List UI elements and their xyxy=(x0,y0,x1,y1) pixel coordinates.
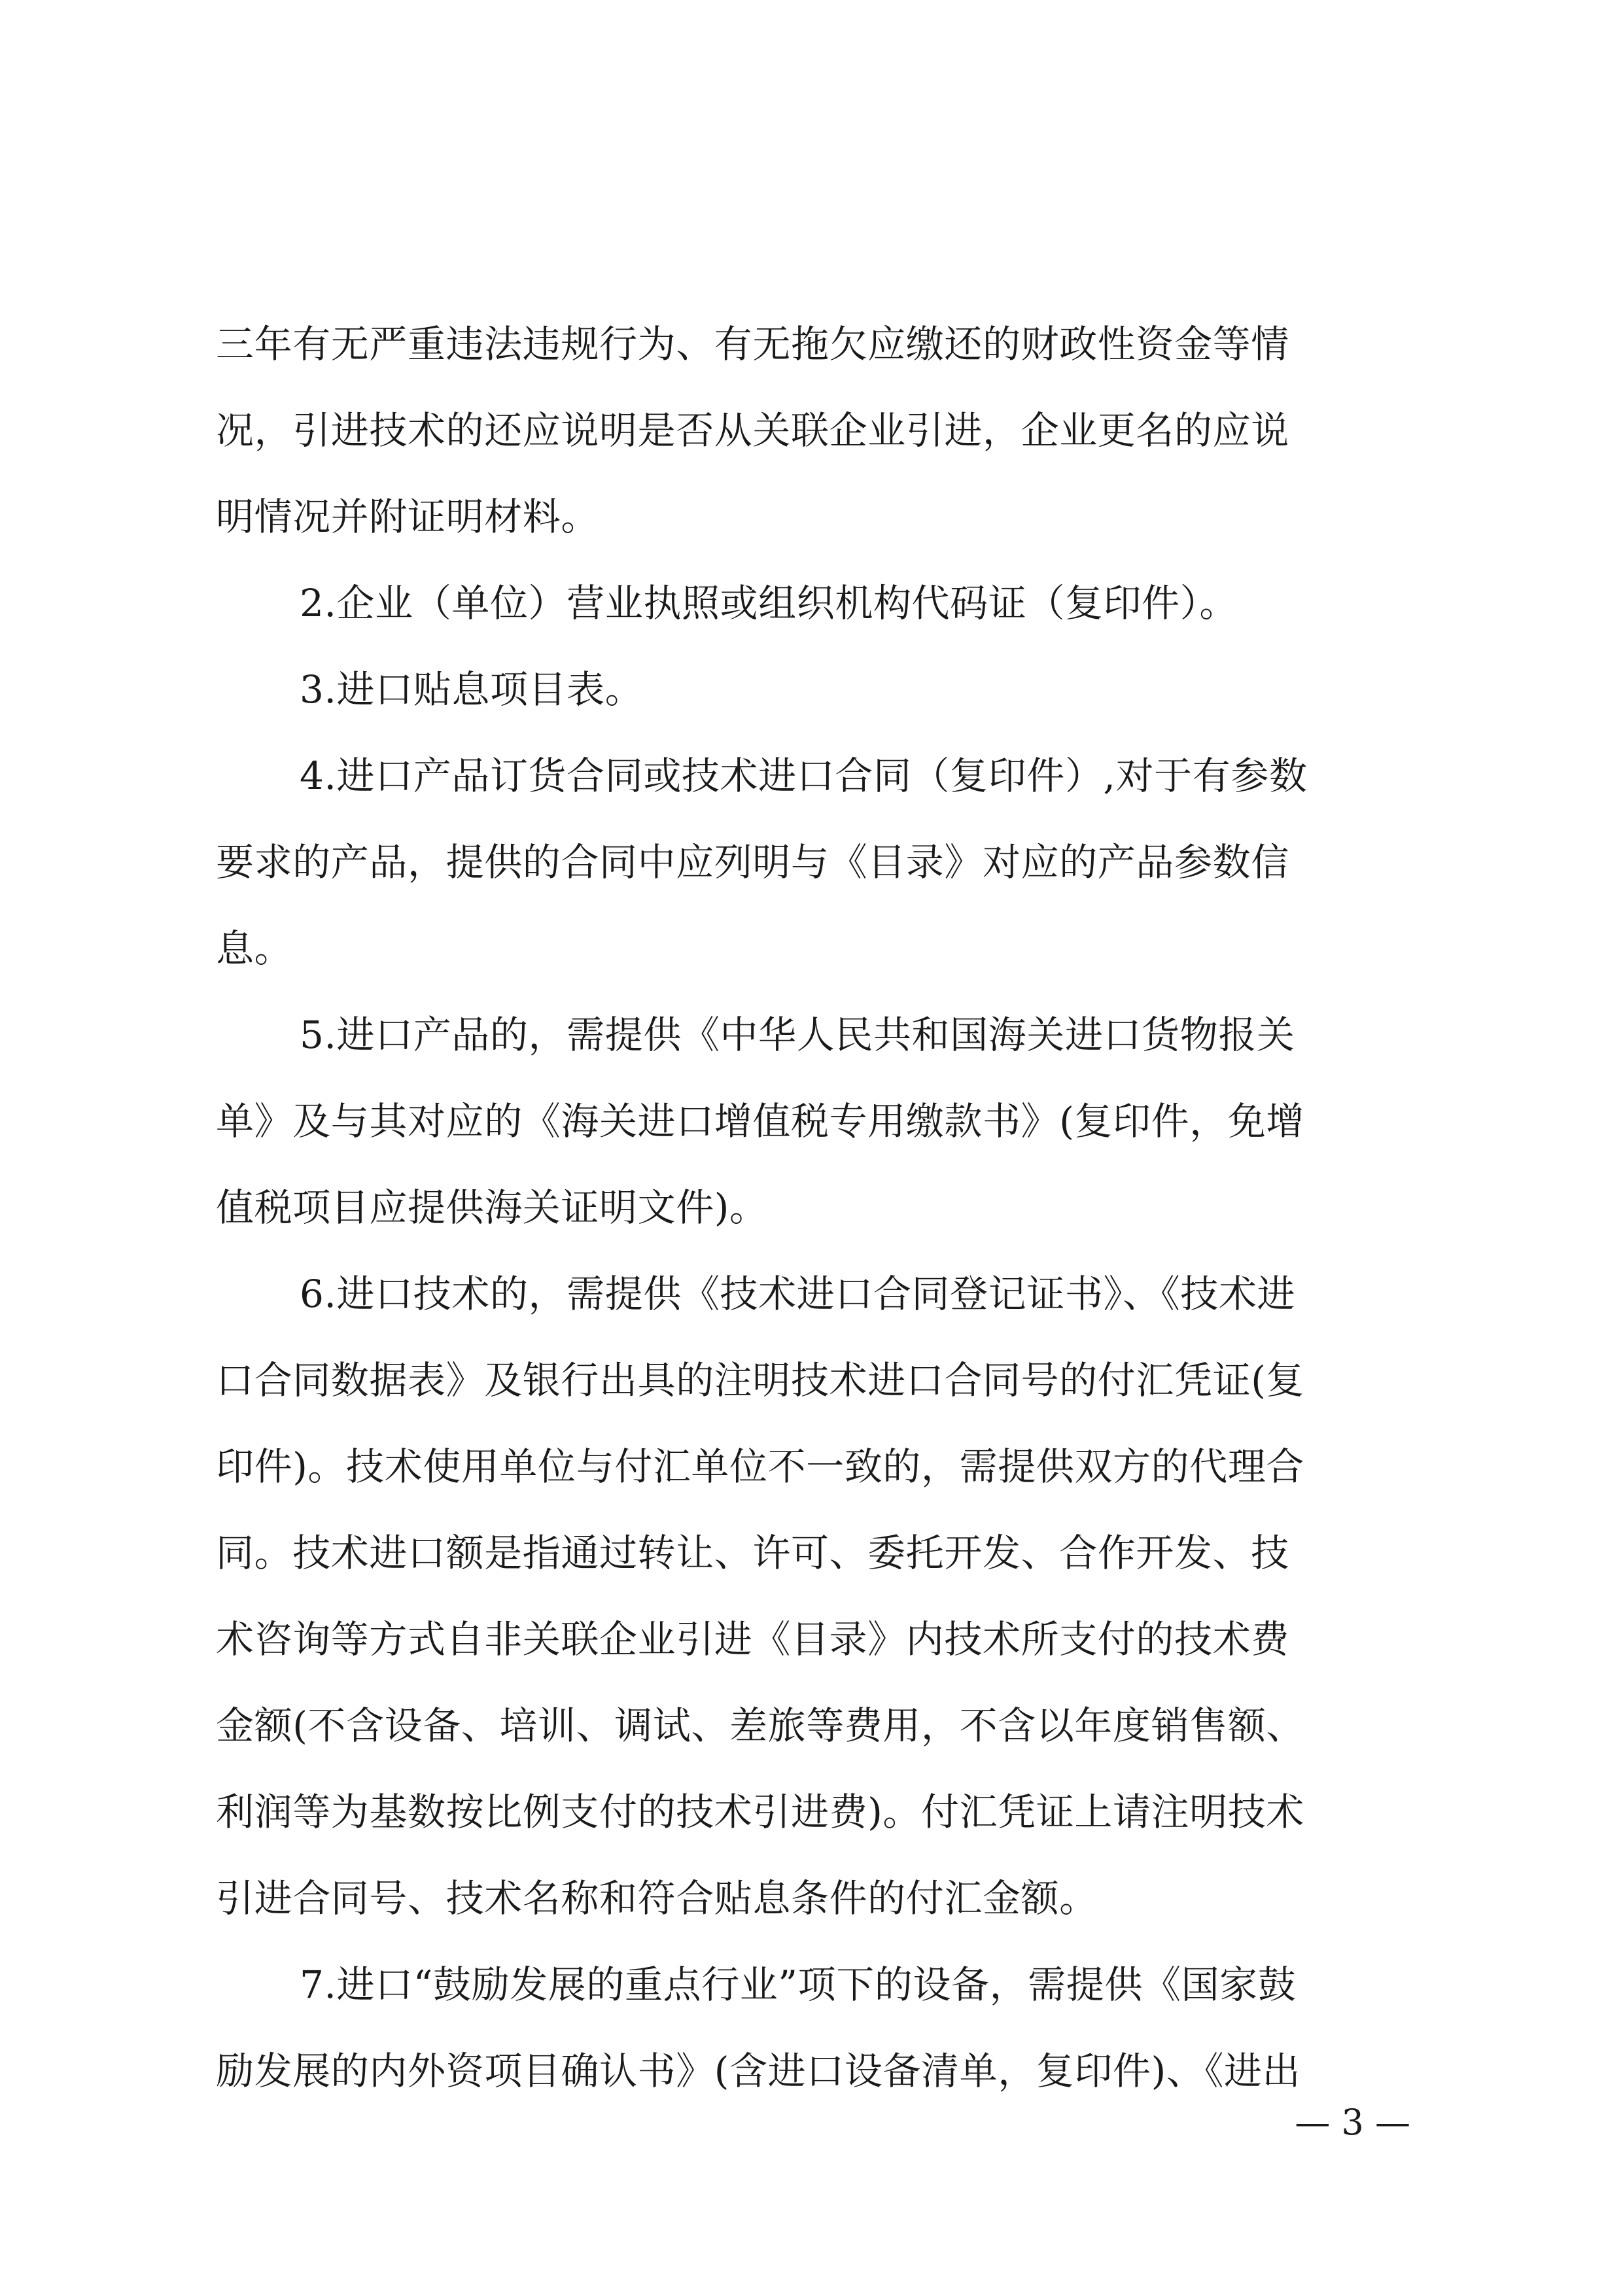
text-line: 息。 xyxy=(216,926,293,971)
document-body xyxy=(216,301,1413,2114)
list-item-2: 2.企业（单位）营业执照或组织机构代码证（复印件）。 xyxy=(300,581,1238,625)
text-line: 引进合同号、技术名称和符合贴息条件的付汇金额。 xyxy=(216,1876,1098,1921)
text-line: 利润等为基数按比例支付的技术引进费)。付汇凭证上请注明技术 xyxy=(216,1790,1305,1834)
text-line: 值税项目应提供海关证明文件)。 xyxy=(216,1185,768,1230)
page-number: — 3 — xyxy=(1295,2102,1410,2143)
text-line: 况，引进技术的还应说明是否从关联企业引进，企业更名的应说 xyxy=(216,408,1289,453)
text-line: 要求的产品，提供的合同中应列明与《目录》对应的产品参数信 xyxy=(216,840,1289,884)
list-item-6: 6.进口技术的，需提供《技术进口合同登记证书》、《技术进 xyxy=(300,1272,1296,1316)
text-line: 单》及与其对应的《海关进口增值税专用缴款书》(复印件，免增 xyxy=(216,1099,1305,1143)
list-item-3: 3.进口贴息项目表。 xyxy=(300,667,644,712)
text-line: 金额(不含设备、培训、调试、差旅等费用，不含以年度销售额、 xyxy=(216,1703,1305,1748)
text-line: 明情况并附证明材料。 xyxy=(216,495,600,539)
text-line: 口合同数据表》及银行出具的注明技术进口合同号的付汇凭证(复 xyxy=(216,1358,1305,1402)
text-line: 印件)。技术使用单位与付汇单位不一致的，需提供双方的代理合 xyxy=(216,1444,1305,1489)
list-item-5: 5.进口产品的，需提供《中华人民共和国海关进口货物报关 xyxy=(300,1013,1295,1057)
text-line: 三年有无严重违法违规行为、有无拖欠应缴还的财政性资金等情 xyxy=(216,322,1289,366)
list-item-4: 4.进口产品订货合同或技术进口合同（复印件）,对于有参数 xyxy=(300,754,1308,798)
text-line: 术咨询等方式自非关联企业引进《目录》内技术所支付的技术费 xyxy=(216,1617,1289,1661)
text-line: 同。技术进口额是指通过转让、许可、委托开发、合作开发、技 xyxy=(216,1531,1289,1575)
list-item-7: 7.进口“鼓励发展的重点行业”项下的设备，需提供《国家鼓 xyxy=(300,1962,1297,2007)
text-line: 励发展的内外资项目确认书》(含进口设备清单，复印件)、《进出 xyxy=(216,2049,1301,2093)
